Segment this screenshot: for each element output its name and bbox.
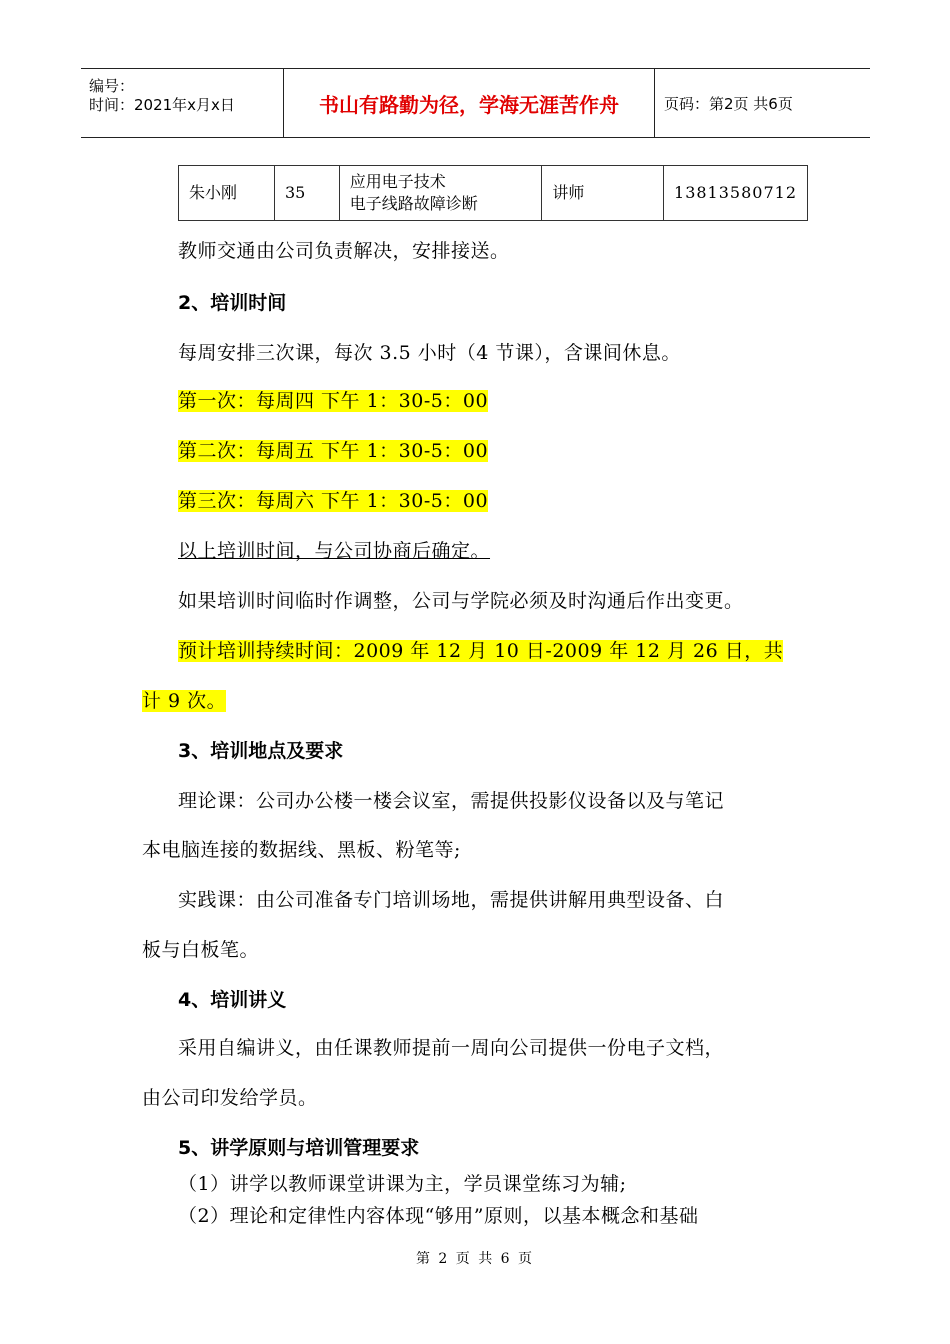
teacher-table [178, 165, 808, 221]
transport-note: 教师交通由公司负责解决，安排接送。 [178, 240, 510, 262]
number-label: 编号： [89, 77, 135, 95]
table-row [179, 166, 808, 221]
teacher-age: 35 [274, 166, 339, 221]
section-3-title: 3、培训地点及要求 [178, 740, 344, 762]
materials-note: 采用自编讲义，由任课教师提前一周向公司提供一份电子文档， [178, 1037, 725, 1059]
date-label: 时间：2021年x月x日 [89, 96, 235, 114]
highlighted-text: 第一次：每周四 下午 1：30-5：00 [178, 390, 489, 412]
header-meta [81, 69, 281, 137]
schedule-summary: 每周安排三次课，每次 3.5 小时（4 节课），含课间休息。 [178, 342, 681, 364]
highlighted-text: 第二次：每周五 下午 1：30-5：00 [178, 440, 489, 462]
teacher-name: 朱小刚 [179, 166, 275, 221]
theory-location-cont: 本电脑连接的数据线、黑板、粉笔等; [142, 839, 461, 861]
schedule-change-note: 如果培训时间临时作调整，公司与学院必须及时沟通后作出变更。 [178, 590, 744, 612]
principle-item-1: （1）讲学以教师课堂讲课为主，学员课堂练习为辅; [178, 1173, 627, 1195]
section-2-title: 2、培训时间 [178, 292, 287, 314]
course-line: 电子线路故障诊断 [349, 194, 478, 213]
course-line: 应用电子技术 [349, 172, 446, 191]
page-header [81, 68, 870, 138]
teacher-courses [339, 166, 542, 221]
duration-line-2 [142, 686, 226, 713]
schedule-confirm-note: 以上培训时间，与公司协商后确定。 [178, 540, 491, 562]
highlighted-text: 第三次：每周六 下午 1：30-5：00 [178, 490, 489, 512]
materials-note-cont: 由公司印发给学员。 [142, 1087, 318, 1109]
section-4-title: 4、培训讲义 [178, 989, 287, 1011]
schedule-slot-2 [178, 436, 488, 463]
principle-item-2: （2）理论和定律性内容体现“够用”原则，以基本概念和基础 [178, 1205, 699, 1227]
teacher-title: 讲师 [542, 166, 664, 221]
schedule-slot-1 [178, 386, 488, 413]
section-5-title: 5、讲学原则与培训管理要求 [178, 1137, 420, 1159]
page-footer: 第 2 页 共 6 页 [415, 1251, 535, 1267]
highlighted-text: 计 9 次。 [142, 690, 227, 712]
practice-location: 实践课：由公司准备专门培训场地，需提供讲解用典型设备、白 [178, 889, 725, 911]
header-page-info: 页码：第2页 共6页 [664, 94, 793, 113]
theory-location: 理论课：公司办公楼一楼会议室，需提供投影仪设备以及与笔记 [178, 790, 725, 812]
schedule-slot-3 [178, 486, 488, 513]
practice-location-cont: 板与白板笔。 [142, 939, 260, 961]
highlighted-text: 预计培训持续时间：2009 年 12 月 10 日-2009 年 12 月 26 日，共 [178, 640, 784, 662]
duration-line-1 [178, 636, 783, 663]
header-divider [654, 69, 655, 137]
header-slogan: 书山有路勤为径，学海无涯苦作舟 [319, 92, 619, 117]
teacher-phone: 13813580712 [664, 166, 808, 221]
